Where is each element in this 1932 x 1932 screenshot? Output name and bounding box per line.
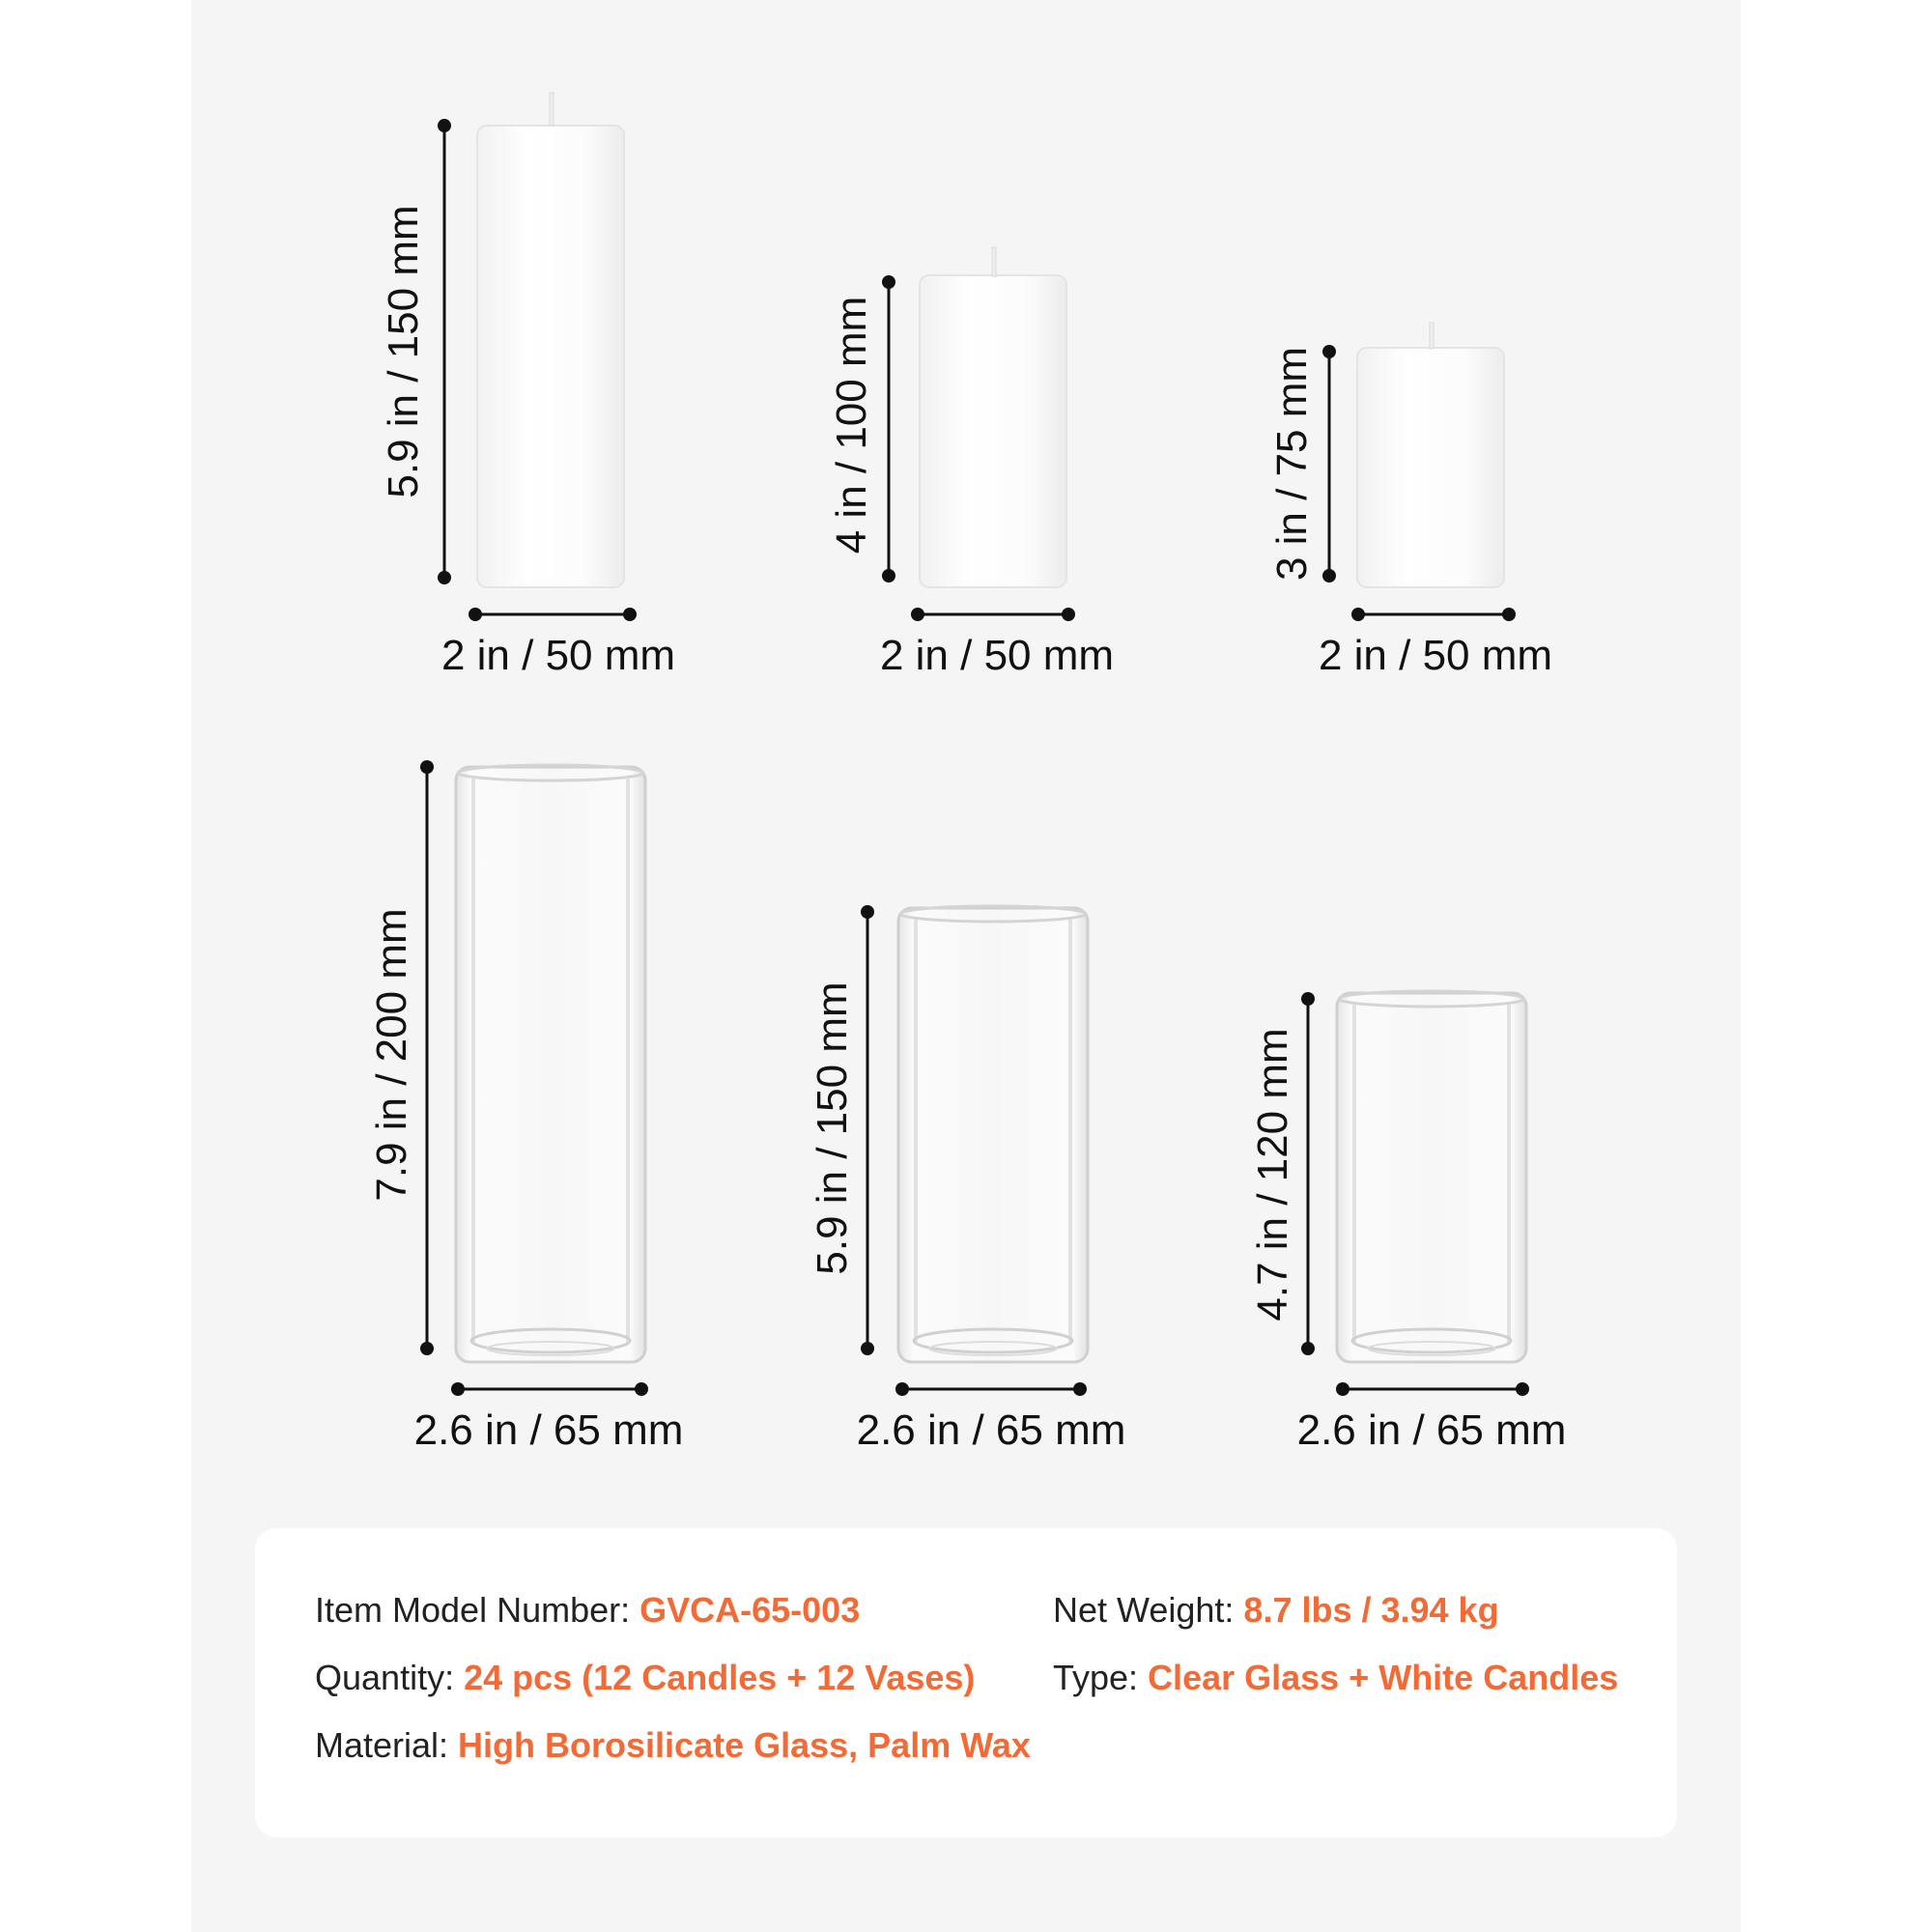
spec-type-value: Clear Glass + White Candles: [1148, 1658, 1619, 1697]
candle-wick: [1430, 323, 1434, 349]
candle-1-width-label: 2 in / 50 mm: [440, 632, 676, 679]
spec-net-weight: [1053, 1590, 1499, 1631]
vase-3-height-label: 4.7 in / 120 mm: [1249, 1028, 1296, 1321]
candle-2-height-dimension: [828, 275, 895, 582]
candle-medium: [920, 247, 1066, 587]
spec-weight-value: 8.7 lbs / 3.94 kg: [1243, 1590, 1499, 1630]
candle-2-width-dimension: [880, 608, 1114, 679]
spec-type-label: Type:: [1053, 1658, 1149, 1697]
vase-tall: [456, 765, 645, 1362]
candle-body: [1357, 348, 1504, 587]
candle-3-width-label: 2 in / 50 mm: [1318, 632, 1553, 679]
candle-3-height-dimension: [1268, 345, 1336, 582]
vase-2-height-dimension: [809, 905, 874, 1355]
vase-3-width-label: 2.6 in / 65 mm: [1296, 1406, 1567, 1454]
candle-1-width-dimension: [441, 608, 675, 679]
spec-material-value: High Borosilicate Glass, Palm Wax: [458, 1725, 1031, 1765]
vase-2-width-label: 2.6 in / 65 mm: [856, 1406, 1126, 1454]
spec-quantity: [315, 1658, 975, 1698]
vase-1-height-label: 7.9 in / 200 mm: [368, 908, 415, 1202]
vase-3-height-dimension: [1249, 992, 1315, 1355]
candle-body: [477, 126, 624, 587]
vase-3-width-dimension: [1297, 1382, 1567, 1454]
spec-quantity-label: Quantity:: [315, 1658, 465, 1697]
candle-wick: [992, 247, 996, 276]
spec-type: [1053, 1658, 1618, 1698]
vase-short: [1337, 991, 1526, 1362]
candle-2-width-label: 2 in / 50 mm: [879, 632, 1115, 679]
spec-model-number: [315, 1590, 860, 1631]
candle-2-height-label: 4 in / 100 mm: [828, 296, 875, 554]
vase-medium: [898, 906, 1088, 1362]
vase-1-width-label: 2.6 in / 65 mm: [413, 1406, 684, 1454]
candle-1-height-dimension: [380, 119, 451, 584]
vase-1-width-dimension: [414, 1382, 684, 1454]
spec-model-label: Item Model Number:: [315, 1590, 640, 1630]
vase-1-height-dimension: [368, 760, 434, 1355]
vase-2-height-label: 5.9 in / 150 mm: [809, 981, 856, 1275]
candle-3-width-dimension: [1319, 608, 1552, 679]
spec-material: [315, 1725, 1031, 1766]
spec-model-value: GVCA-65-003: [639, 1590, 861, 1630]
spec-weight-label: Net Weight:: [1053, 1590, 1244, 1630]
candle-body: [920, 275, 1066, 587]
spec-material-label: Material:: [315, 1725, 459, 1765]
candle-tall: [477, 93, 624, 587]
candle-1-height-label: 5.9 in / 150 mm: [380, 205, 427, 498]
candle-wick: [550, 93, 554, 126]
spec-quantity-value: 24 pcs (12 Candles + 12 Vases): [464, 1658, 976, 1697]
candle-3-height-label: 3 in / 75 mm: [1268, 346, 1316, 582]
vase-2-width-dimension: [857, 1382, 1126, 1454]
candle-short: [1357, 323, 1504, 587]
